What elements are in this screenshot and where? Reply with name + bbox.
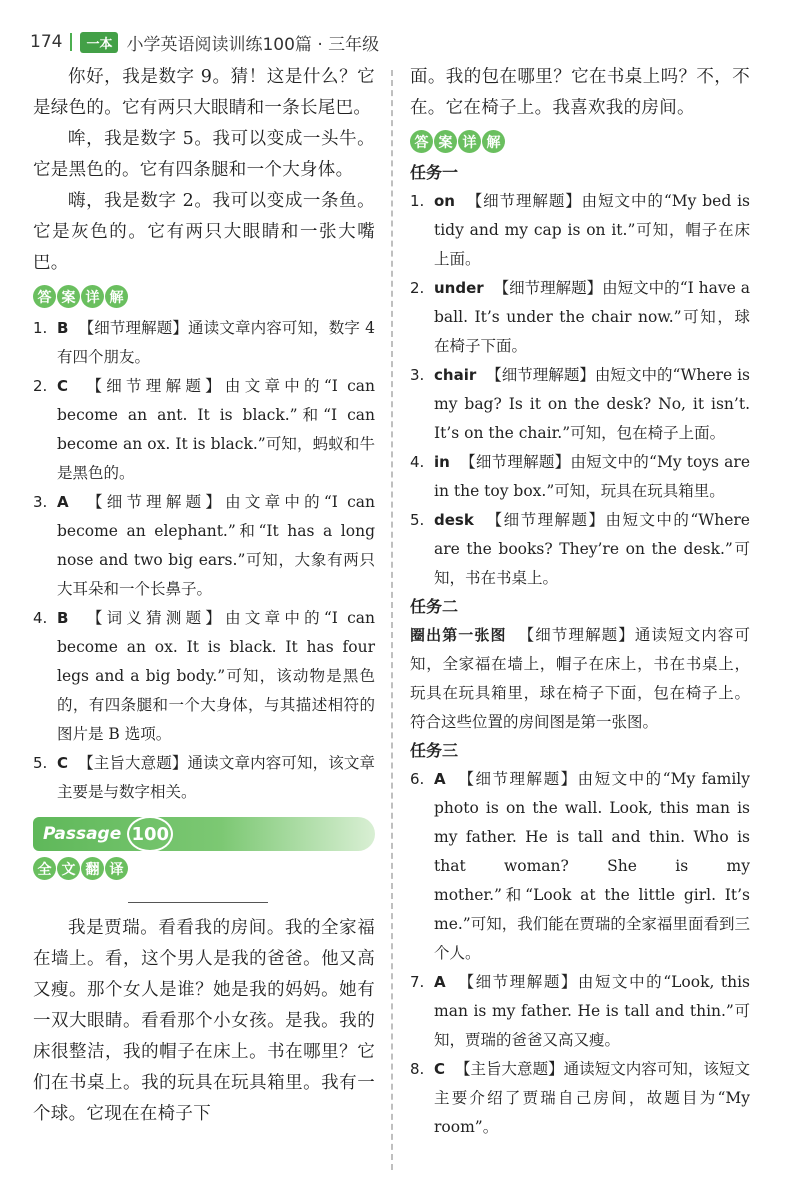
answer-item: 2. C 【细节理解题】由文章中的“I can become an ant. It is black.”和“I can become an ox. It is black.”可知，蚂蚁和牛是黑色的。 <box>33 377 375 482</box>
answer-item: 2. under 【细节理解题】由短文中的“I have a ball. It’s under the chair now.”可知，球在椅子下面。 <box>410 279 751 355</box>
task-heading: 任务一 <box>410 163 459 182</box>
passage-banner <box>33 817 375 851</box>
answer-item: 1. B 【细节理解题】通读文章内容可知，数字 4 有四个朋友。 <box>33 319 375 366</box>
answer-item: 4. in 【细节理解题】由短文中的“My toys are in the toy box.”可知，玩具在玩具箱里。 <box>410 453 750 500</box>
answer-item: 7. A 【细节理解题】由短文中的“Look, this man is my father. He is tall and thin.”可知，贾瑞的爸爸又高又瘦。 <box>410 973 750 1049</box>
page-header <box>30 30 379 54</box>
task-heading: 任务二 <box>410 597 459 616</box>
answer-item: 5. C 【主旨大意题】通读文章内容可知，该文章主要是与数字相关。 <box>33 754 375 801</box>
answers-badge: 答 案 详 解 <box>410 130 750 153</box>
answer-item: 6. A 【细节理解题】由短文中的“My family photo is on the wall. Look, this man is my father. He is tall and thin. Who is that woman? She is my mother.”和“Look at the little girl. It’s me.”可知，我们能在贾瑞的全家福里面看到三个人。 <box>410 770 751 962</box>
column-divider <box>391 70 393 1170</box>
translation-paragraph: 哞，我是数字 5。我可以变成一头牛。它是黑色的。它有四条腿和一个大身体。 <box>33 129 375 180</box>
brand-logo: 一本 <box>80 32 118 53</box>
answers-badge: 答 案 详 解 <box>33 285 375 308</box>
answer-item: 4. B 【词义猜测题】由文章中的“I can become an ox. It is black. It has four legs and a big body.”可知，该动物是黑色的，有四条腿和一个大身体，与其描述相符的图片是 B 选项。 <box>33 609 375 743</box>
translation-continued: 面。我的包在哪里？它在书桌上吗？不，不在。它在椅子上。我喜欢我的房间。 <box>410 67 750 118</box>
answer-item: 8. C 【主旨大意题】通读短文内容可知，该短文主要介绍了贾瑞自己房间，故题目为“My room”。 <box>410 1060 750 1136</box>
title-blank-line <box>128 902 268 903</box>
translation-badge: 全 文 翻 译 <box>33 857 375 880</box>
page-number: 174 <box>30 32 63 52</box>
answer-item: 5. desk 【细节理解题】由短文中的“Where are the books? They’re on the desk.”可知，书在书桌上。 <box>410 511 750 587</box>
header-divider <box>70 33 72 51</box>
passage-number: 100 <box>127 816 173 852</box>
book-title: 小学英语阅读训练100篇 · 三年级 <box>126 34 380 55</box>
translation-paragraph: 你好，我是数字 9。猜！这是什么？它是绿色的。它有两只大眼睛和一条长尾巴。 <box>33 67 375 118</box>
answer-item: 1. on 【细节理解题】由短文中的“My bed is tidy and my cap is on it.”可知，帽子在床上面。 <box>410 192 750 268</box>
answer-item: 3. chair 【细节理解题】由短文中的“Where is my bag? Is it on the desk? No, it isn’t. It’s on the chair.”可知，包在椅子上面。 <box>410 366 750 442</box>
translation-paragraph: 我是贾瑞。看看我的房间。我的全家福在墙上。看，这个男人是我的爸爸。他又高又瘦。那个女人是谁？她是我的妈妈。她有一双大眼睛。看看那个小女孩。是我。我的床很整洁，我的帽子在床上。书在哪里？它们在书桌上。我的玩具在玩具箱里。我有一个球。它现在在椅子下 <box>33 918 375 1124</box>
task-heading: 任务三 <box>410 741 459 760</box>
right-column <box>410 62 750 1142</box>
left-column <box>33 62 375 1130</box>
passage-label: Passage <box>43 824 122 844</box>
translation-paragraph: 嗨，我是数字 2。我可以变成一条鱼。它是灰色的。它有两只大眼睛和一张大嘴巴。 <box>33 191 375 273</box>
task2-answer: 圈出第一张图 【细节理解题】通读短文内容可知，全家福在墙上，帽子在床上，书在书桌上，玩具在玩具箱里，球在椅子下面，包在椅子上。符合这些位置的房间图是第一张图。 <box>410 626 750 731</box>
answer-item: 3. A 【细节理解题】由文章中的“I can become an elephant.”和“It has a long nose and two big ears.”可知，大象有两只大耳朵和一个长鼻子。 <box>33 493 375 598</box>
